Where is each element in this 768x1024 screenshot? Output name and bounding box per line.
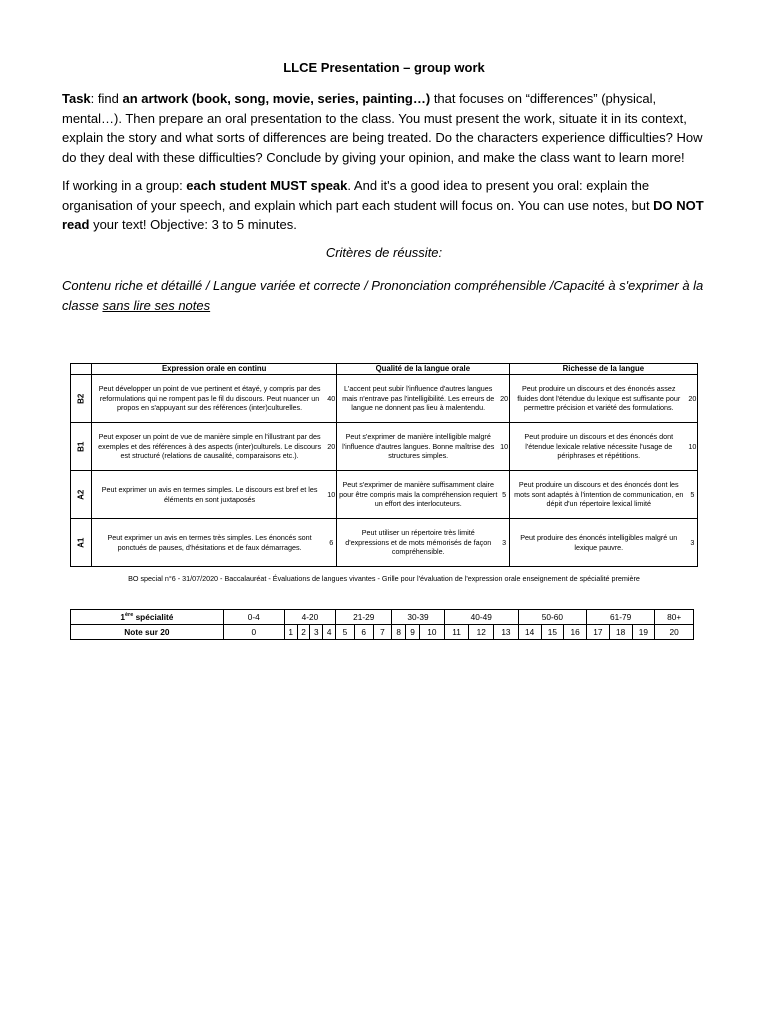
rubric-level: B1 (71, 423, 92, 471)
score-note: 17 (587, 625, 610, 640)
group-middle: . And it's a good idea to present you oral: explain the organisation of your speech, and explain which part each student will focus on. You can use notes, but (62, 178, 654, 213)
task-artwork: an artwork (book, song, movie, series, painting…) (122, 91, 431, 106)
group-end: your text! Objective: 3 to 5 minutes. (89, 217, 297, 232)
score-note: 1 (284, 625, 297, 640)
rubric-header: Qualité de la langue orale (336, 364, 509, 375)
rubric-header-row (71, 364, 698, 375)
group-lead: If working in a group: (62, 178, 187, 193)
score-note-label: Note sur 20 (71, 625, 224, 640)
rubric-points: 10 (500, 423, 510, 471)
score-note: 10 (419, 625, 444, 640)
criteria-title: Critères de réussite: (325, 245, 443, 260)
rubric-points: 10 (688, 423, 698, 471)
score-note-row (71, 625, 694, 640)
group-paragraph (62, 176, 710, 235)
score-range: 4-20 (284, 610, 335, 625)
rubric-descriptor: Peut exprimer un avis en termes simples. Le discours est bref et les éléments en sont juxtaposés (92, 471, 327, 519)
rubric-descriptor: Peut s'exprimer de manière intelligible malgré l'influence d'autres langues. Bonne maîtrise des structures simples. (336, 423, 499, 471)
score-note: 12 (469, 625, 494, 640)
rubric-table (70, 363, 698, 567)
rubric-row (71, 423, 698, 471)
score-note: 9 (406, 625, 420, 640)
score-note: 7 (373, 625, 392, 640)
task-label: Task (62, 91, 91, 106)
score-note: 11 (444, 625, 469, 640)
rubric-points: 5 (688, 471, 698, 519)
criteria-list: Contenu riche et détaillé / Langue variée et correcte / Prononciation compréhensible /Capacité à s'exprimer à la classe (62, 278, 704, 313)
rubric-points: 20 (327, 423, 337, 471)
rubric-points: 40 (327, 375, 337, 423)
score-range-label: 1ère spécialité (71, 610, 224, 625)
score-note: 2 (297, 625, 310, 640)
score-note: 8 (392, 625, 406, 640)
score-range: 50-60 (518, 610, 586, 625)
score-note: 5 (336, 625, 355, 640)
rubric-descriptor: Peut exposer un point de vue de manière simple en l'illustrant par des exemples et des références à des aspects (inter)culturels. Le discours est structuré (relations de causalité, comparaisons etc.). (92, 423, 327, 471)
score-note: 13 (494, 625, 519, 640)
rubric-level: B2 (71, 375, 92, 423)
rubric-points: 3 (688, 519, 698, 567)
rubric-descriptor: Peut s'exprimer de manière suffisamment claire pour être compris mais la compréhension requiert un effort des interlocuteurs. (336, 471, 499, 519)
score-range: 0-4 (223, 610, 284, 625)
score-range: 40-49 (444, 610, 518, 625)
rubric-descriptor: Peut produire des énoncés intelligibles malgré un lexique pauvre. (509, 519, 687, 567)
rubric-points: 10 (327, 471, 337, 519)
task-lead: : find (90, 91, 123, 106)
score-range: 30-39 (392, 610, 444, 625)
score-note: 3 (310, 625, 323, 640)
score-note: 4 (323, 625, 336, 640)
score-note: 0 (223, 625, 284, 640)
rubric-row (71, 471, 698, 519)
group-must: each student MUST speak (186, 178, 348, 193)
rubric-header: Richesse de la langue (509, 364, 697, 375)
score-note: 14 (518, 625, 541, 640)
criteria-underlined: sans lire ses notes (102, 297, 211, 313)
rubric-source-note: BO special n°6 - 31/07/2020 - Baccalauréat - Évaluations de langues vivantes - Grille pour l'évaluation de l'expression orale enseignement de spécialité première (128, 574, 640, 583)
score-note: 18 (609, 625, 632, 640)
rubric-row (71, 375, 698, 423)
score-range: 80+ (655, 610, 694, 625)
score-note: 6 (354, 625, 373, 640)
score-note: 15 (541, 625, 564, 640)
rubric-descriptor: Peut utiliser un répertoire très limité d'expressions et de mots mémorisés de façon compréhensible. (336, 519, 499, 567)
rubric-header: Expression orale en continu (92, 364, 336, 375)
score-note: 16 (564, 625, 587, 640)
rubric-descriptor: L'accent peut subir l'influence d'autres langues mais n'entrave pas l'intelligibilité. Les erreurs de langue ne donnent pas lieu à malentendu. (336, 375, 499, 423)
score-note: 20 (655, 625, 694, 640)
rubric-points: 20 (500, 375, 510, 423)
rubric-descriptor: Peut produire un discours et des énoncés assez fluides dont l'étendue du lexique est suffisante pour permettre précision et variété des formulations. (509, 375, 687, 423)
rubric-descriptor: Peut développer un point de vue pertinent et étayé, y compris par des reformulations qui ne rompent pas le fil du discours. Peut nuancer un propos en s'appuyant sur des références (inter)culturelles. (92, 375, 327, 423)
rubric-row (71, 519, 698, 567)
rubric-level: A1 (71, 519, 92, 567)
rubric-descriptor: Peut produire un discours et des énoncés dont les mots sont adaptés à l'intention de communication, en dépit d'un répertoire lexical limité (509, 471, 687, 519)
group-donot: DO NOT read (62, 197, 704, 232)
rubric-points: 20 (688, 375, 698, 423)
rubric-corner-cell (71, 364, 92, 375)
rubric-points: 5 (500, 471, 510, 519)
rubric-descriptor: Peut produire un discours et des énoncés dont l'étendue lexicale relative nécessite l'usage de périphrases et répétitions. (509, 423, 687, 471)
rubric-points: 3 (500, 519, 510, 567)
rubric-descriptor: Peut exprimer un avis en termes très simples. Les énoncés sont ponctués de pauses, d'hésitations et de faux démarrages. (92, 519, 327, 567)
rubric-level: A2 (71, 471, 92, 519)
score-range: 61-79 (587, 610, 655, 625)
page-title: LLCE Presentation – group work (283, 60, 485, 75)
score-range: 21-29 (336, 610, 392, 625)
criteria-text (62, 276, 710, 315)
task-body: that focuses on “differences” (physical, mental…). Then prepare an oral presentation to the class. You must present the work, situate it in its context, explain the story and what sorts of differences are being treated. Do the characters experience difficulties? How do they deal with these difficulties? Conclude by giving your opinion, and make the class want to learn more! (62, 91, 703, 165)
rubric-points: 6 (327, 519, 337, 567)
score-conversion-table (70, 609, 694, 640)
task-paragraph (62, 89, 710, 167)
score-range-row (71, 610, 694, 625)
score-note: 19 (632, 625, 655, 640)
